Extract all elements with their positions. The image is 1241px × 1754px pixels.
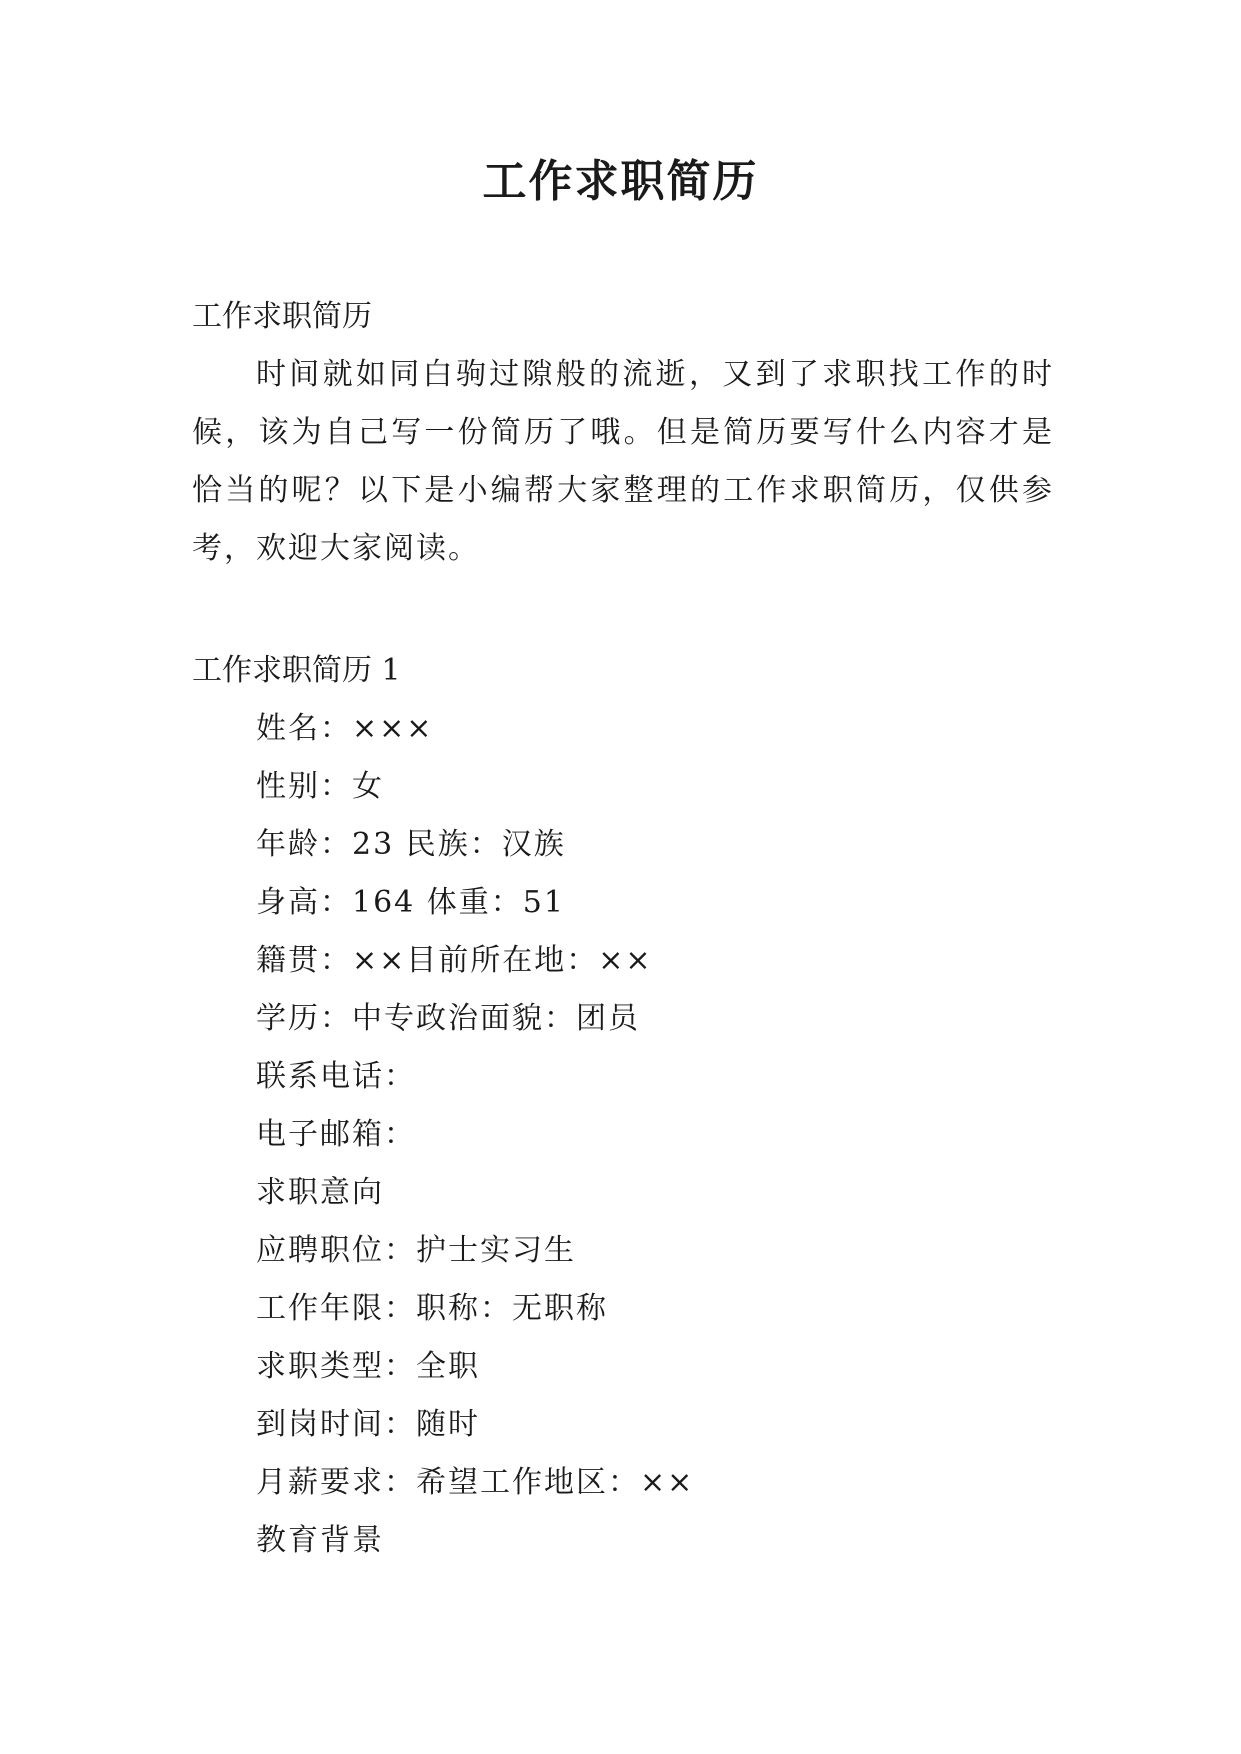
field-name: 姓名：××× bbox=[256, 711, 434, 746]
section-heading: 工作求职简历 1 bbox=[192, 653, 401, 688]
subtitle: 工作求职简历 bbox=[192, 299, 372, 334]
field-position: 应聘职位：护士实习生 bbox=[256, 1233, 576, 1268]
field-email: 电子邮箱： bbox=[256, 1117, 416, 1152]
field-start-time: 到岗时间：随时 bbox=[256, 1407, 480, 1442]
field-phone: 联系电话： bbox=[256, 1059, 416, 1094]
field-job-intention-heading: 求职意向 bbox=[256, 1175, 384, 1210]
field-height-weight: 身高：164 体重：51 bbox=[256, 885, 565, 920]
paragraph-gap bbox=[192, 578, 1054, 642]
field-education-political: 学历：中专政治面貌：团员 bbox=[256, 1001, 640, 1036]
field-work-years-title: 工作年限：职称：无职称 bbox=[256, 1291, 608, 1326]
intro-paragraph: 时间就如同白驹过隙般的流逝，又到了求职找工作的时候，该为自己写一份简历了哦。但是简历要写什么内容才是恰当的呢？以下是小编帮大家整理的工作求职简历，仅供参考，欢迎大家阅读。 bbox=[192, 357, 1054, 566]
document-body bbox=[192, 288, 1054, 1570]
field-age-ethnicity: 年龄：23 民族：汉族 bbox=[256, 827, 566, 862]
field-salary-region: 月薪要求：希望工作地区：×× bbox=[256, 1465, 695, 1500]
field-gender: 性别：女 bbox=[256, 769, 384, 804]
field-education-background-heading: 教育背景 bbox=[256, 1523, 384, 1558]
document-title: 工作求职简历 bbox=[482, 156, 759, 207]
field-job-type: 求职类型：全职 bbox=[256, 1349, 480, 1384]
field-origin-location: 籍贯：××目前所在地：×× bbox=[256, 943, 653, 978]
